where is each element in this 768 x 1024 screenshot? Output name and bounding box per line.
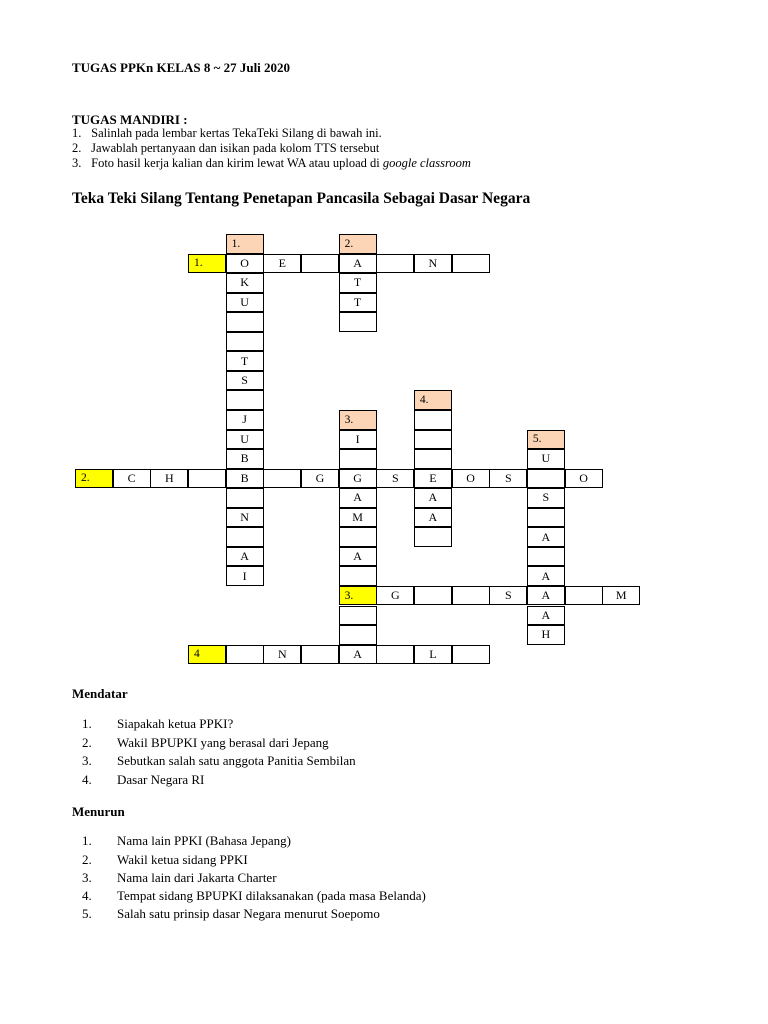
clue-text: Salah satu prinsip dasar Negara menurut Soepomo (117, 906, 380, 921)
crossword-cell: G (339, 469, 377, 489)
clue-text: Wakil BPUPKI yang berasal dari Jepang (117, 735, 329, 750)
crossword-cell: K (226, 273, 264, 293)
across-clue-number-1: 1. (188, 254, 226, 274)
clue-text: Siapakah ketua PPKI? (117, 716, 234, 731)
down-heading: Menurun (72, 804, 125, 819)
clue-text: Sebutkan salah satu anggota Panitia Sembilan (117, 753, 356, 768)
crossword-cell (226, 332, 264, 352)
crossword-cell (414, 449, 452, 469)
across-clue-number-2: 2. (75, 469, 113, 489)
instruction-2 (72, 141, 379, 156)
crossword-cell: O (452, 469, 490, 489)
crossword-cell: A (339, 254, 377, 274)
down-clue-number-2: 2. (339, 234, 377, 254)
crossword-cell (226, 488, 264, 508)
crossword-cell: N (263, 645, 301, 665)
crossword-cell (339, 606, 377, 626)
crossword-cell (226, 527, 264, 547)
instruction-number: 3. (72, 156, 82, 170)
crossword-cell: U (226, 430, 264, 450)
clue-number: 5. (82, 906, 92, 921)
crossword-cell: E (263, 254, 301, 274)
crossword-cell (301, 254, 339, 274)
crossword-cell: A (339, 488, 377, 508)
independent-task-heading: TUGAS MANDIRI : (72, 112, 188, 127)
crossword-cell: T (339, 293, 377, 313)
crossword-cell (376, 254, 414, 274)
across-heading: Mendatar (72, 686, 128, 701)
instruction-text: Foto hasil kerja kalian dan kirim lewat WA atau upload di (91, 156, 383, 170)
clue-number: 3. (82, 870, 92, 885)
crossword-cell: O (565, 469, 603, 489)
crossword-cell (339, 449, 377, 469)
crossword-cell: A (414, 488, 452, 508)
crossword-cell (339, 566, 377, 586)
crossword-cell: S (527, 488, 565, 508)
across-clue-number-4: 4 (188, 645, 226, 665)
clue-number: 2. (82, 852, 92, 867)
crossword-cell: M (339, 508, 377, 528)
clue-number: 2. (82, 735, 92, 750)
crossword-cell (339, 625, 377, 645)
crossword-cell: C (113, 469, 151, 489)
crossword-cell: I (339, 430, 377, 450)
crossword-cell (527, 547, 565, 567)
crossword-cell (565, 586, 603, 606)
crossword-cell (452, 254, 490, 274)
puzzle-title: Teka Teki Silang Tentang Penetapan Pancasila Sebagai Dasar Negara (72, 190, 531, 207)
crossword-cell: N (414, 254, 452, 274)
crossword-cell: U (226, 293, 264, 313)
crossword-cell: S (226, 371, 264, 391)
crossword-cell (226, 312, 264, 332)
crossword-cell: H (150, 469, 188, 489)
crossword-cell: M (602, 586, 640, 606)
crossword-cell: I (226, 566, 264, 586)
crossword-cell: O (226, 254, 264, 274)
crossword-cell (414, 586, 452, 606)
instruction-number: 2. (72, 141, 82, 155)
down-clue-number-4: 4. (414, 390, 452, 410)
clue-number: 1. (82, 716, 92, 731)
crossword-cell (188, 469, 226, 489)
crossword-cell: J (226, 410, 264, 430)
instruction-number: 1. (72, 126, 82, 140)
crossword-cell: A (414, 508, 452, 528)
crossword-cell: A (527, 606, 565, 626)
crossword-cell: S (489, 586, 527, 606)
crossword-cell: A (226, 547, 264, 567)
crossword-cell (452, 645, 490, 665)
crossword-cell: S (376, 469, 414, 489)
crossword-cell: U (527, 449, 565, 469)
crossword-cell: A (339, 547, 377, 567)
down-clue-number-3: 3. (339, 410, 377, 430)
crossword-cell (339, 527, 377, 547)
crossword-cell: N (226, 508, 264, 528)
crossword-cell (527, 508, 565, 528)
assignment-title: TUGAS PPKn KELAS 8 ~ 27 Juli 2020 (72, 60, 291, 75)
crossword-cell: E (414, 469, 452, 489)
crossword-cell: B (226, 469, 264, 489)
crossword-cell: H (527, 625, 565, 645)
crossword-cell: B (226, 449, 264, 469)
clue-text: Nama lain dari Jakarta Charter (117, 870, 277, 885)
crossword-cell (376, 645, 414, 665)
crossword-cell (414, 430, 452, 450)
instruction-text: Jawablah pertanyaan dan isikan pada kolom TTS tersebut (91, 141, 380, 155)
clue-number: 3. (82, 753, 92, 768)
crossword-cell: A (339, 645, 377, 665)
crossword-cell: G (301, 469, 339, 489)
down-clue-number-5: 5. (527, 430, 565, 450)
clue-text: Nama lain PPKI (Bahasa Jepang) (117, 833, 292, 848)
crossword-cell: G (376, 586, 414, 606)
clue-number: 1. (82, 833, 92, 848)
instruction-1 (72, 126, 382, 141)
crossword-cell (527, 469, 565, 489)
clue-number: 4. (82, 888, 92, 903)
crossword-cell: S (489, 469, 527, 489)
crossword-cell: L (414, 645, 452, 665)
crossword-cell (301, 645, 339, 665)
crossword-cell (414, 410, 452, 430)
crossword-cell (339, 312, 377, 332)
crossword-cell: T (339, 273, 377, 293)
crossword-cell (414, 527, 452, 547)
across-clue-number-3: 3. (339, 586, 377, 606)
crossword-cell: T (226, 351, 264, 371)
instruction-3 (72, 156, 471, 171)
crossword-cell (263, 469, 301, 489)
clue-text: Dasar Negara RI (117, 772, 205, 787)
clue-text: Tempat sidang BPUPKI dilaksanakan (pada masa Belanda) (117, 888, 426, 903)
crossword-cell: A (527, 527, 565, 547)
crossword-cell (452, 586, 490, 606)
crossword-cell: A (527, 586, 565, 606)
clue-number: 4. (82, 772, 92, 787)
instruction-text: Salinlah pada lembar kertas TekaTeki Silang di bawah ini. (91, 126, 382, 140)
down-clue-number-1: 1. (226, 234, 264, 254)
clue-text: Wakil ketua sidang PPKI (117, 852, 248, 867)
crossword-cell: A (527, 566, 565, 586)
crossword-cell (226, 645, 264, 665)
google-classroom-text: google classroom (382, 156, 471, 170)
crossword-cell (226, 390, 264, 410)
